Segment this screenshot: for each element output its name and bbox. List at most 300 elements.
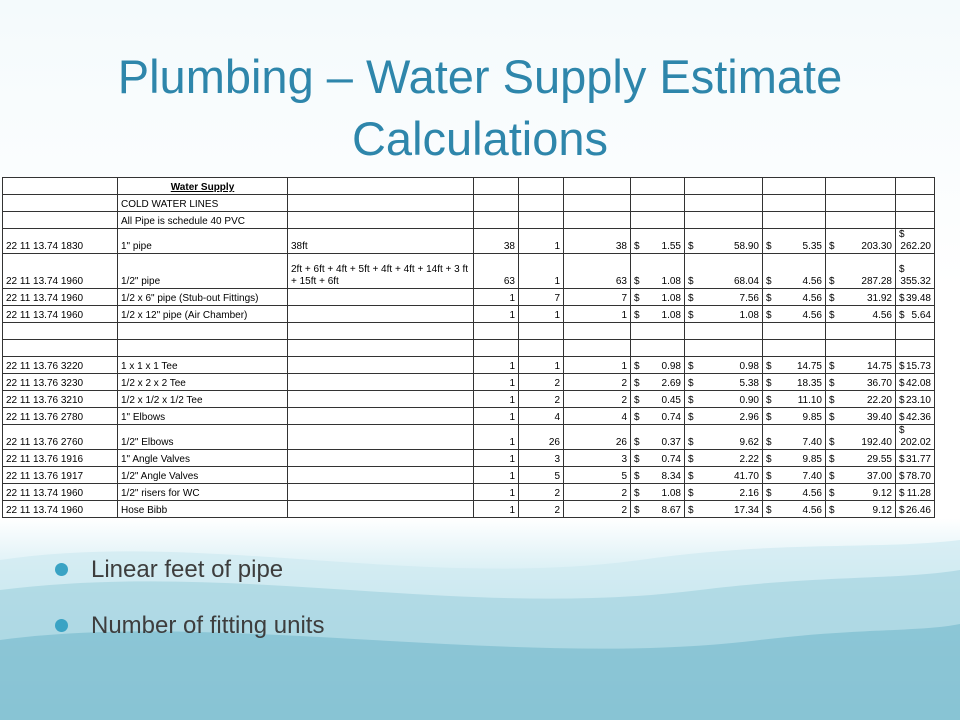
- unit-labor-cost-value: 4.56: [802, 488, 822, 499]
- total-units-cell: 3: [564, 450, 631, 467]
- blank-cell: [685, 340, 763, 357]
- blank-cell: [763, 340, 826, 357]
- total-cost-value: 355.32: [900, 276, 931, 287]
- table-row: [3, 306, 935, 323]
- material-cost-value: 17.34: [733, 505, 759, 516]
- table-row: [3, 425, 935, 450]
- labor-cost-value: 29.55: [866, 454, 892, 465]
- cost-code-cell: 22 11 13.76 2760: [3, 425, 118, 450]
- material-cost-value: 9.62: [739, 437, 759, 448]
- multiplier-cell: 1: [519, 357, 564, 374]
- labor-cost-value: 36.70: [866, 378, 892, 389]
- unit-labor-cost-value: 5.35: [802, 241, 822, 252]
- table-row: [3, 408, 935, 425]
- unit-material-cost: [631, 425, 685, 450]
- item-cell: 1/2" risers for WC: [118, 484, 288, 501]
- currency-symbol: $: [899, 488, 905, 499]
- multiplier-cell: 2: [519, 391, 564, 408]
- currency-symbol: $: [634, 378, 640, 389]
- blank-cell: [685, 323, 763, 340]
- labor-cost-value: 9.12: [872, 505, 892, 516]
- multiplier-cell: 26: [519, 425, 564, 450]
- item-cell: 1/2 x 6" pipe (Stub-out Fittings): [118, 289, 288, 306]
- unit-labor-cost-value: 4.56: [802, 276, 822, 287]
- total-cost: [896, 229, 935, 254]
- currency-symbol: $: [899, 293, 905, 304]
- total-units-cell: 2: [564, 501, 631, 518]
- table-subheader-pvc: All Pipe is schedule 40 PVC: [118, 212, 288, 229]
- item-cell: 1/2" Elbows: [118, 425, 288, 450]
- total-cost-value: 42.36: [905, 412, 931, 423]
- unit-material-cost: [631, 408, 685, 425]
- unit-labor-cost: [763, 306, 826, 323]
- table-subheader-row: [3, 195, 935, 212]
- unit-labor-cost: [763, 467, 826, 484]
- currency-symbol: $: [829, 471, 835, 482]
- blank-cell: [3, 323, 118, 340]
- material-cost-value: 1.08: [739, 310, 759, 321]
- labor-cost: [826, 357, 896, 374]
- unit-material-cost: [631, 357, 685, 374]
- note-cell: 38ft: [288, 229, 474, 254]
- currency-symbol: $: [634, 293, 640, 304]
- total-units-cell: 2: [564, 484, 631, 501]
- unit-labor-cost: [763, 408, 826, 425]
- unit-labor-cost-value: 7.40: [802, 471, 822, 482]
- labor-cost-value: 203.30: [861, 241, 892, 252]
- total-cost-value: 26.46: [905, 505, 931, 516]
- quantity-cell: 63: [474, 254, 519, 289]
- currency-symbol: $: [688, 471, 694, 482]
- total-cost: [896, 484, 935, 501]
- material-cost: [685, 484, 763, 501]
- currency-symbol: $: [634, 395, 640, 406]
- total-cost-value: 11.28: [906, 488, 931, 499]
- labor-cost: [826, 450, 896, 467]
- quantity-cell: 1: [474, 391, 519, 408]
- currency-symbol: $: [766, 293, 772, 304]
- unit-labor-cost: [763, 484, 826, 501]
- multiplier-cell: 2: [519, 501, 564, 518]
- bullet-text: Number of fitting units: [91, 612, 325, 639]
- bullet-item: [55, 608, 324, 664]
- currency-symbol: $: [634, 471, 640, 482]
- total-cost: [896, 408, 935, 425]
- labor-cost-value: 287.28: [861, 276, 892, 287]
- currency-symbol: $: [829, 488, 835, 499]
- total-cost-value: 23.10: [905, 395, 931, 406]
- blank-cell: [826, 340, 896, 357]
- multiplier-cell: 2: [519, 484, 564, 501]
- material-cost: [685, 425, 763, 450]
- material-cost: [685, 374, 763, 391]
- unit-material-cost: [631, 467, 685, 484]
- total-cost: [896, 425, 935, 450]
- currency-symbol: $: [688, 395, 694, 406]
- table-row: [3, 229, 935, 254]
- material-cost: [685, 408, 763, 425]
- currency-symbol: $: [899, 264, 905, 275]
- currency-symbol: $: [766, 361, 772, 372]
- unit-material-cost-value: 1.55: [661, 241, 681, 252]
- cost-code-cell: 22 11 13.74 1960: [3, 484, 118, 501]
- unit-labor-cost-value: 7.40: [802, 437, 822, 448]
- unit-labor-cost: [763, 229, 826, 254]
- cost-code-cell: 22 11 13.76 1916: [3, 450, 118, 467]
- currency-symbol: $: [829, 412, 835, 423]
- bullet-text: Linear feet of pipe: [91, 556, 284, 583]
- currency-symbol: $: [688, 437, 694, 448]
- labor-cost: [826, 254, 896, 289]
- material-cost-value: 5.38: [739, 378, 759, 389]
- unit-material-cost: [631, 450, 685, 467]
- currency-symbol: $: [829, 310, 835, 321]
- blank-cell: [3, 340, 118, 357]
- note-cell: [288, 374, 474, 391]
- currency-symbol: $: [829, 454, 835, 465]
- material-cost-value: 7.56: [739, 293, 759, 304]
- material-cost: [685, 229, 763, 254]
- table-header: Water Supply: [118, 178, 288, 195]
- multiplier-cell: 1: [519, 306, 564, 323]
- unit-labor-cost: [763, 501, 826, 518]
- table-row: [3, 289, 935, 306]
- table-row: [3, 357, 935, 374]
- unit-material-cost-value: 0.74: [661, 454, 681, 465]
- unit-material-cost: [631, 374, 685, 391]
- currency-symbol: $: [766, 378, 772, 389]
- currency-symbol: $: [634, 488, 640, 499]
- material-cost-value: 2.16: [739, 488, 759, 499]
- currency-symbol: $: [829, 505, 835, 516]
- table-row: [3, 467, 935, 484]
- note-cell: [288, 391, 474, 408]
- total-units-cell: 5: [564, 467, 631, 484]
- blank-cell: [519, 340, 564, 357]
- currency-symbol: $: [634, 437, 640, 448]
- cost-code-cell: 22 11 13.74 1960: [3, 254, 118, 289]
- labor-cost-value: 4.56: [872, 310, 892, 321]
- material-cost: [685, 467, 763, 484]
- total-cost-value: 262.20: [900, 241, 931, 252]
- currency-symbol: $: [634, 361, 640, 372]
- currency-symbol: $: [766, 241, 772, 252]
- unit-material-cost-value: 8.34: [661, 471, 681, 482]
- cost-code-cell: 22 11 13.74 1960: [3, 501, 118, 518]
- blank-cell: [631, 340, 685, 357]
- unit-labor-cost: [763, 450, 826, 467]
- blank-cell: [896, 323, 935, 340]
- currency-symbol: $: [766, 437, 772, 448]
- labor-cost: [826, 306, 896, 323]
- cost-code-cell: 22 11 13.76 3230: [3, 374, 118, 391]
- currency-symbol: $: [899, 361, 905, 372]
- currency-symbol: $: [899, 425, 905, 436]
- note-cell: [288, 450, 474, 467]
- currency-symbol: $: [829, 437, 835, 448]
- unit-material-cost-value: 1.08: [661, 293, 681, 304]
- multiplier-cell: 7: [519, 289, 564, 306]
- unit-labor-cost: [763, 425, 826, 450]
- unit-labor-cost-value: 4.56: [802, 505, 822, 516]
- total-cost: [896, 306, 935, 323]
- blank-cell: [826, 323, 896, 340]
- labor-cost-value: 192.40: [861, 437, 892, 448]
- currency-symbol: $: [766, 276, 772, 287]
- currency-symbol: $: [688, 505, 694, 516]
- labor-cost: [826, 289, 896, 306]
- currency-symbol: $: [634, 241, 640, 252]
- total-cost: [896, 501, 935, 518]
- currency-symbol: $: [829, 293, 835, 304]
- total-cost-value: 202.02: [900, 437, 931, 448]
- table-subheader-row: [3, 212, 935, 229]
- quantity-cell: 1: [474, 357, 519, 374]
- material-cost: [685, 306, 763, 323]
- unit-labor-cost: [763, 289, 826, 306]
- quantity-cell: 1: [474, 374, 519, 391]
- cost-code-cell: 22 11 13.74 1830: [3, 229, 118, 254]
- unit-material-cost-value: 0.45: [661, 395, 681, 406]
- cost-code-cell: 22 11 13.74 1960: [3, 289, 118, 306]
- total-cost: [896, 289, 935, 306]
- item-cell: Hose Bibb: [118, 501, 288, 518]
- multiplier-cell: 5: [519, 467, 564, 484]
- total-cost-value: 15.73: [905, 361, 931, 372]
- currency-symbol: $: [766, 310, 772, 321]
- total-cost-value: 5.64: [911, 310, 931, 321]
- unit-material-cost: [631, 289, 685, 306]
- note-cell: [288, 357, 474, 374]
- material-cost-value: 41.70: [733, 471, 759, 482]
- currency-symbol: $: [829, 361, 835, 372]
- note-cell: [288, 467, 474, 484]
- total-cost-value: 39.48: [905, 293, 931, 304]
- labor-cost: [826, 484, 896, 501]
- labor-cost: [826, 229, 896, 254]
- slide-title-line2: Calculations: [351, 112, 609, 165]
- currency-symbol: $: [634, 505, 640, 516]
- item-cell: 1/2 x 12" pipe (Air Chamber): [118, 306, 288, 323]
- currency-symbol: $: [766, 471, 772, 482]
- currency-symbol: $: [829, 378, 835, 389]
- labor-cost: [826, 408, 896, 425]
- table-row: [3, 374, 935, 391]
- labor-cost-value: 14.75: [866, 361, 892, 372]
- bullet-dot-icon: [55, 619, 68, 632]
- unit-material-cost: [631, 306, 685, 323]
- labor-cost-value: 37.00: [866, 471, 892, 482]
- total-units-cell: 38: [564, 229, 631, 254]
- multiplier-cell: 2: [519, 374, 564, 391]
- unit-labor-cost-value: 14.75: [796, 361, 822, 372]
- total-cost: [896, 450, 935, 467]
- table-blank-row: [3, 340, 935, 357]
- cost-code-cell: 22 11 13.74 1960: [3, 306, 118, 323]
- labor-cost: [826, 374, 896, 391]
- currency-symbol: $: [899, 378, 905, 389]
- currency-symbol: $: [899, 505, 905, 516]
- note-cell: [288, 306, 474, 323]
- labor-cost: [826, 467, 896, 484]
- blank-cell: [288, 323, 474, 340]
- note-cell: [288, 425, 474, 450]
- total-units-cell: 1: [564, 357, 631, 374]
- blank-cell: [118, 340, 288, 357]
- currency-symbol: $: [766, 395, 772, 406]
- blank-cell: [474, 340, 519, 357]
- quantity-cell: 1: [474, 467, 519, 484]
- note-cell: [288, 289, 474, 306]
- total-cost: [896, 467, 935, 484]
- material-cost: [685, 450, 763, 467]
- unit-material-cost: [631, 229, 685, 254]
- material-cost-value: 68.04: [733, 276, 759, 287]
- item-cell: 1" Elbows: [118, 408, 288, 425]
- table-blank-row: [3, 323, 935, 340]
- quantity-cell: 1: [474, 425, 519, 450]
- unit-material-cost-value: 0.74: [661, 412, 681, 423]
- unit-material-cost-value: 0.37: [661, 437, 681, 448]
- bullet-dot-icon: [55, 563, 68, 576]
- material-cost-value: 2.96: [739, 412, 759, 423]
- currency-symbol: $: [688, 293, 694, 304]
- quantity-cell: 1: [474, 501, 519, 518]
- unit-labor-cost-value: 9.85: [802, 454, 822, 465]
- currency-symbol: $: [829, 276, 835, 287]
- table-header-row: [3, 178, 935, 195]
- blank-cell: [288, 340, 474, 357]
- blank-cell: [118, 323, 288, 340]
- total-cost: [896, 357, 935, 374]
- unit-material-cost-value: 1.08: [661, 276, 681, 287]
- blank-cell: [631, 323, 685, 340]
- unit-labor-cost-value: 4.56: [802, 293, 822, 304]
- currency-symbol: $: [766, 505, 772, 516]
- unit-material-cost-value: 1.08: [661, 488, 681, 499]
- labor-cost-value: 39.40: [866, 412, 892, 423]
- currency-symbol: $: [688, 241, 694, 252]
- item-cell: 1/2 x 1/2 x 1/2 Tee: [118, 391, 288, 408]
- unit-labor-cost-value: 9.85: [802, 412, 822, 423]
- multiplier-cell: 1: [519, 229, 564, 254]
- currency-symbol: $: [829, 395, 835, 406]
- blank-cell: [564, 323, 631, 340]
- cost-code-cell: 22 11 13.76 3210: [3, 391, 118, 408]
- cost-code-cell: 22 11 13.76 1917: [3, 467, 118, 484]
- slide-title: [0, 46, 960, 170]
- table-row: [3, 254, 935, 289]
- quantity-cell: 1: [474, 450, 519, 467]
- unit-material-cost-value: 8.67: [661, 505, 681, 516]
- total-units-cell: 4: [564, 408, 631, 425]
- total-units-cell: 63: [564, 254, 631, 289]
- currency-symbol: $: [766, 488, 772, 499]
- labor-cost: [826, 501, 896, 518]
- unit-material-cost-value: 1.08: [661, 310, 681, 321]
- currency-symbol: $: [899, 229, 905, 240]
- unit-material-cost: [631, 501, 685, 518]
- quantity-cell: 38: [474, 229, 519, 254]
- labor-cost-value: 22.20: [866, 395, 892, 406]
- blank-cell: [564, 340, 631, 357]
- currency-symbol: $: [634, 310, 640, 321]
- material-cost: [685, 289, 763, 306]
- item-cell: 1 x 1 x 1 Tee: [118, 357, 288, 374]
- currency-symbol: $: [899, 395, 905, 406]
- item-cell: 1/2" pipe: [118, 254, 288, 289]
- total-cost: [896, 374, 935, 391]
- currency-symbol: $: [634, 276, 640, 287]
- item-cell: 1" pipe: [118, 229, 288, 254]
- currency-symbol: $: [899, 310, 905, 321]
- quantity-cell: 1: [474, 306, 519, 323]
- note-cell: 2ft + 6ft + 4ft + 5ft + 4ft + 4ft + 14ft + 3 ft + 15ft + 6ft: [288, 254, 474, 289]
- material-cost-value: 0.98: [739, 361, 759, 372]
- table-row: [3, 391, 935, 408]
- note-cell: [288, 501, 474, 518]
- multiplier-cell: 1: [519, 254, 564, 289]
- material-cost: [685, 254, 763, 289]
- currency-symbol: $: [899, 412, 905, 423]
- multiplier-cell: 4: [519, 408, 564, 425]
- item-cell: 1" Angle Valves: [118, 450, 288, 467]
- currency-symbol: $: [688, 412, 694, 423]
- total-units-cell: 2: [564, 391, 631, 408]
- blank-cell: [763, 323, 826, 340]
- currency-symbol: $: [688, 310, 694, 321]
- quantity-cell: 1: [474, 484, 519, 501]
- total-cost-value: 31.77: [905, 454, 931, 465]
- material-cost-value: 2.22: [739, 454, 759, 465]
- table-row: [3, 484, 935, 501]
- currency-symbol: $: [688, 361, 694, 372]
- material-cost-value: 0.90: [739, 395, 759, 406]
- total-units-cell: 1: [564, 306, 631, 323]
- note-cell: [288, 408, 474, 425]
- unit-labor-cost: [763, 391, 826, 408]
- unit-labor-cost-value: 4.56: [802, 310, 822, 321]
- currency-symbol: $: [634, 454, 640, 465]
- currency-symbol: $: [899, 471, 905, 482]
- material-cost-value: 58.90: [733, 241, 759, 252]
- multiplier-cell: 3: [519, 450, 564, 467]
- currency-symbol: $: [829, 241, 835, 252]
- unit-material-cost-value: 2.69: [661, 378, 681, 389]
- unit-material-cost-value: 0.98: [661, 361, 681, 372]
- currency-symbol: $: [766, 412, 772, 423]
- total-cost-value: 42.08: [905, 378, 931, 389]
- item-cell: 1/2" Angle Valves: [118, 467, 288, 484]
- quantity-cell: 1: [474, 289, 519, 306]
- unit-material-cost: [631, 484, 685, 501]
- table-subheader-cold: COLD WATER LINES: [118, 195, 288, 212]
- currency-symbol: $: [688, 488, 694, 499]
- total-cost-value: 78.70: [905, 471, 931, 482]
- unit-labor-cost-value: 18.35: [796, 378, 822, 389]
- unit-labor-cost: [763, 374, 826, 391]
- cost-code-cell: 22 11 13.76 3220: [3, 357, 118, 374]
- total-units-cell: 26: [564, 425, 631, 450]
- table-row: [3, 450, 935, 467]
- estimate-table: [2, 177, 935, 518]
- bullet-item: [55, 552, 324, 608]
- total-units-cell: 2: [564, 374, 631, 391]
- slide-title-line1: Plumbing – Water Supply Estimate: [117, 50, 843, 103]
- total-cost: [896, 254, 935, 289]
- unit-labor-cost-value: 11.10: [797, 395, 822, 406]
- labor-cost: [826, 425, 896, 450]
